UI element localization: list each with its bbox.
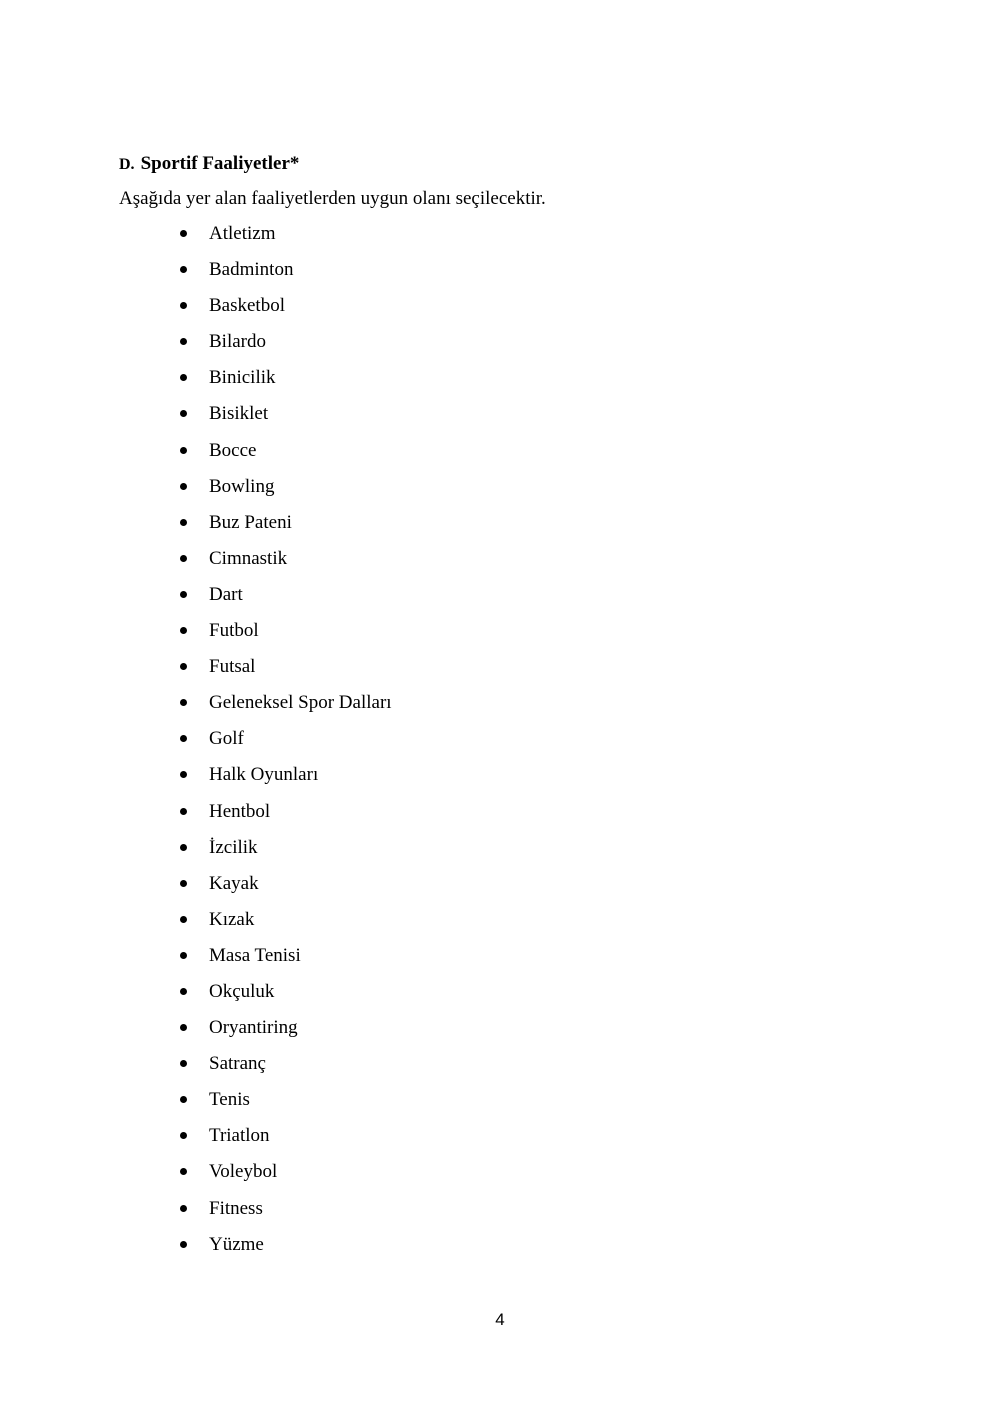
bullet-icon — [180, 988, 187, 995]
bullet-icon — [180, 555, 187, 562]
bullet-icon — [180, 374, 187, 381]
list-item-label: Bisiklet — [209, 403, 269, 425]
bullet-icon — [180, 880, 187, 887]
list-item-label: Binicilik — [209, 367, 276, 389]
bullet-icon — [180, 952, 187, 959]
bullet-icon — [180, 591, 187, 598]
bullet-icon — [180, 1241, 187, 1248]
section-title: Sportif Faaliyetler* — [140, 153, 300, 174]
bullet-icon — [180, 302, 187, 309]
bullet-icon — [180, 266, 187, 273]
bullet-icon — [180, 519, 187, 526]
list-item-label: Atletizm — [209, 223, 276, 244]
list-item-label: Tenis — [209, 1089, 250, 1111]
list-item-label: Bilardo — [209, 331, 266, 353]
bullet-icon — [180, 627, 187, 634]
list-item-label: Fitness — [209, 1197, 263, 1219]
list-item-label: Bocce — [209, 439, 257, 461]
list-item-label: İzcilik — [209, 836, 258, 858]
list-item-label: Kızak — [209, 908, 255, 930]
section-intro: Aşağıda yer alan faaliyetlerden uygun olanı seçilecektir. — [119, 188, 546, 209]
bullet-icon — [180, 483, 187, 490]
bullet-icon — [180, 1205, 187, 1212]
page-number: 4 — [495, 1310, 505, 1329]
bullet-icon — [180, 410, 187, 417]
list-item-label: Kayak — [209, 872, 259, 894]
list-item-label: Yüzme — [209, 1233, 264, 1255]
section-letter: D. — [119, 156, 135, 173]
list-item-label: Satranç — [209, 1053, 266, 1075]
list-item-label: Badminton — [209, 259, 294, 281]
list-item-label: Buz Pateni — [209, 511, 292, 533]
list-item-label: Okçuluk — [209, 980, 275, 1002]
list-item-label: Futbol — [209, 620, 259, 642]
bullet-icon — [180, 1096, 187, 1103]
list-item-label: Basketbol — [209, 295, 285, 317]
bullet-icon — [180, 338, 187, 345]
list-item-label: Dart — [209, 583, 243, 605]
list-item-label: Cimnastik — [209, 547, 288, 569]
list-item-label: Golf — [209, 728, 244, 750]
list-item-label: Hentbol — [209, 800, 271, 822]
bullet-icon — [180, 771, 187, 778]
bullet-icon — [180, 699, 187, 706]
bullet-icon — [180, 447, 187, 454]
bullet-icon — [180, 916, 187, 923]
list-item-label: Futsal — [209, 656, 256, 678]
bullet-icon — [180, 844, 187, 851]
list-item-label: Triatlon — [209, 1125, 270, 1147]
list-item-label: Oryantiring — [209, 1017, 298, 1039]
bullet-icon — [180, 1024, 187, 1031]
list-item-label: Bowling — [209, 475, 275, 497]
list-item-label: Halk Oyunları — [209, 764, 319, 786]
bullet-icon — [180, 1060, 187, 1067]
bullet-icon — [180, 1132, 187, 1139]
bullet-icon — [180, 663, 187, 670]
bullet-icon — [180, 1168, 187, 1175]
list-item-label: Masa Tenisi — [209, 944, 301, 966]
bullet-icon — [180, 735, 187, 742]
section-heading — [119, 150, 299, 179]
list-item-label: Voleybol — [209, 1161, 278, 1183]
bullet-icon — [180, 230, 187, 237]
bullet-icon — [180, 808, 187, 815]
list-item-label: Geleneksel Spor Dalları — [209, 692, 392, 714]
